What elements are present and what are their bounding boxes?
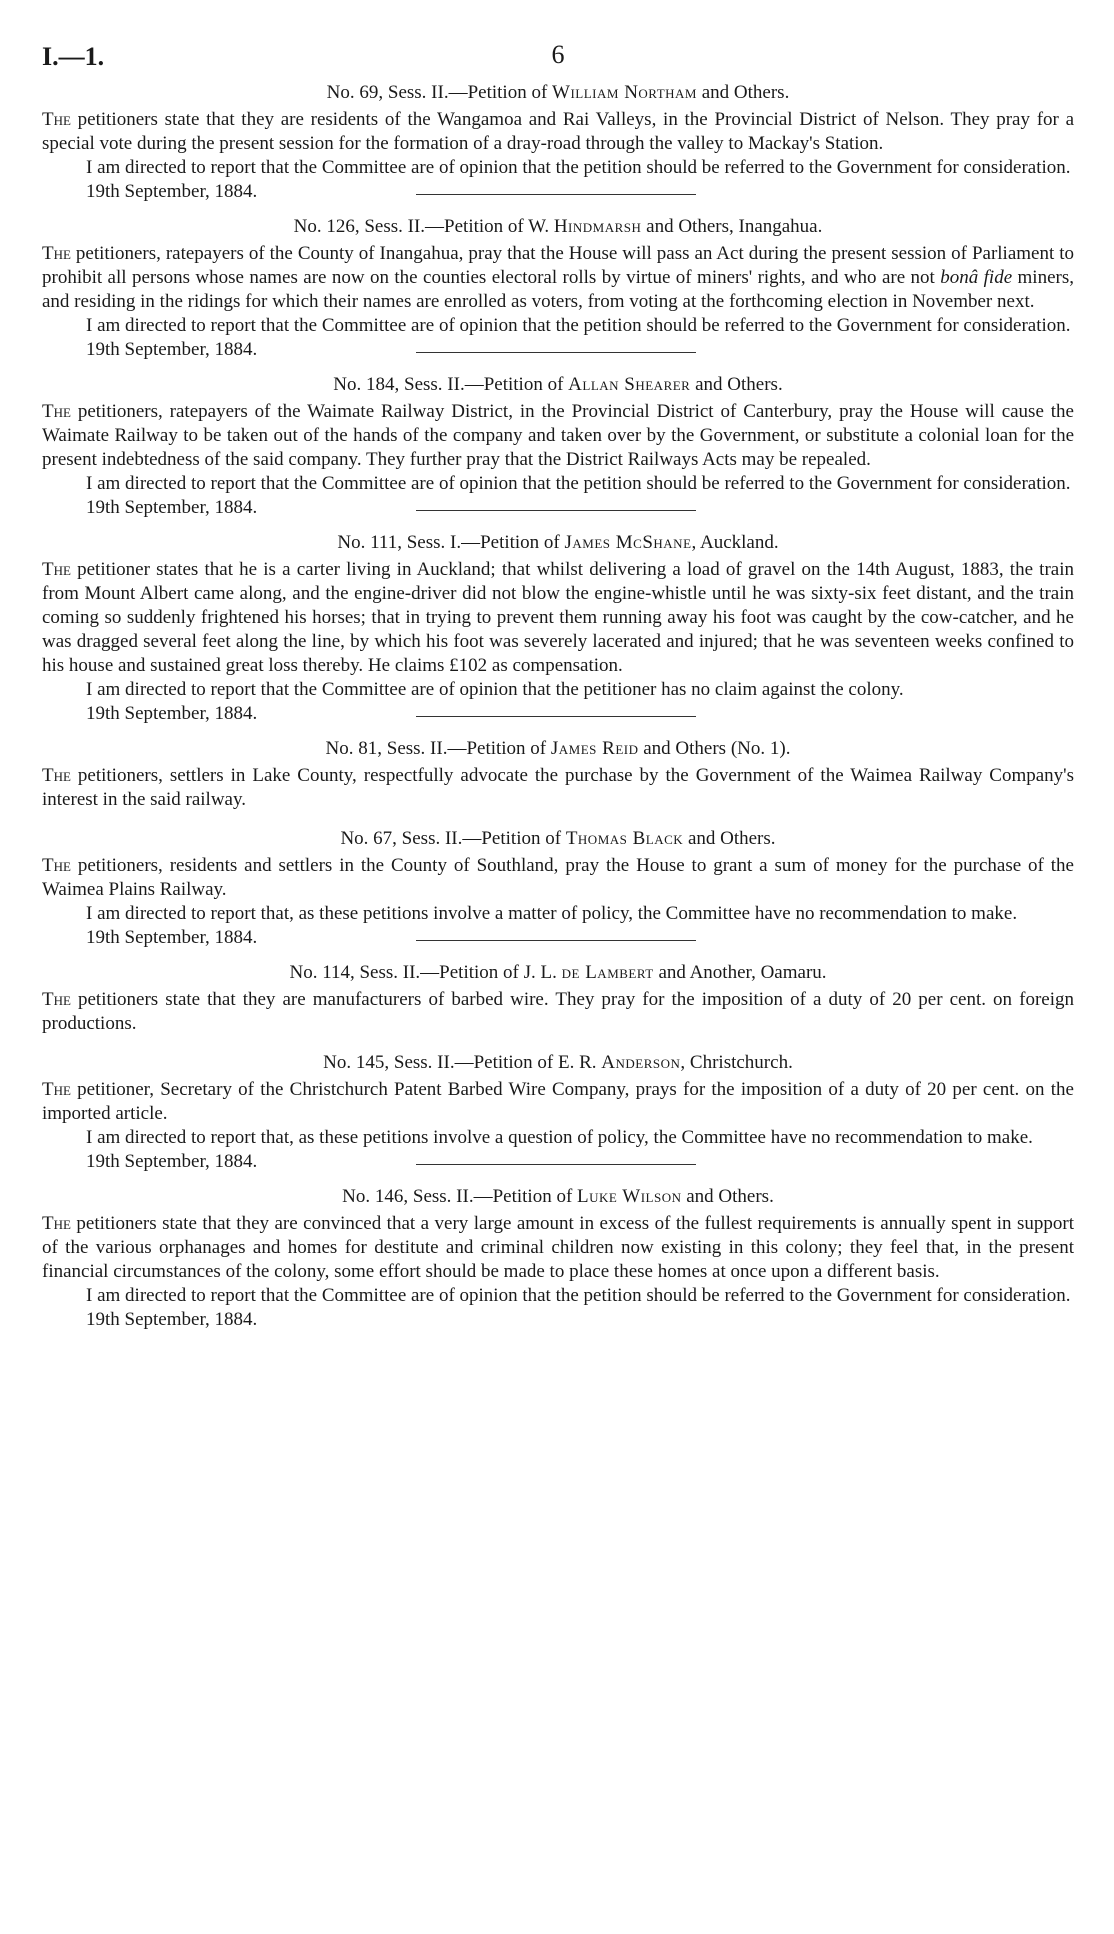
report-date: 19th September, 1884. (86, 338, 1074, 362)
report-date: 19th September, 1884. (86, 1150, 1074, 1174)
petition-title: No. 81, Sess. II.—Petition of James Reid and Others (No. 1). (325, 738, 791, 759)
committee-report: I am directed to report that the Committee are of opinion that the petition should be referred to the Government for consideration. (86, 157, 1071, 178)
petition-body: The petitioner states that he is a carter living in Auckland; that whilst delivering a load of gravel on the 14th August, 1883, the train from Mount Albert came along, and the engine-driver did not blow the engine-whistle until he was sixty-six feet distant, and the train coming so suddenly frightened his horses; that in trying to prevent them running away his foot was caught by the cow-catcher, and he was dragged several feet along the line, by which his foot was severely lacerated and injured; that he was seventeen weeks confined to his house and sustained great loss thereby. He claims £102 as compensation. (42, 559, 1074, 676)
document-page (42, 36, 1074, 1344)
page-number: 6 (551, 40, 565, 69)
petition-67 (42, 828, 1074, 950)
petition-body: The petitioners, ratepayers of the Waimate Railway District, in the Provincial District of Canterbury, pray the House will cause the Waimate Railway to be taken out of the hands of the company and taken over by the Government, or substitute a colonial loan for the present indebtedness of the said company. They further pray that the District Railways Acts may be repealed. (42, 401, 1074, 470)
petition-111 (42, 532, 1074, 726)
section-divider (416, 510, 696, 511)
petition-69 (42, 82, 1074, 204)
petition-body: The petitioners state that they are manufacturers of barbed wire. They pray for the imposition of a duty of 20 per cent. on foreign productions. (42, 989, 1074, 1034)
petition-146 (42, 1186, 1074, 1332)
report-date: 19th September, 1884. (86, 180, 1074, 204)
petition-title: No. 69, Sess. II.—Petition of William Northam and Others. (326, 82, 790, 103)
petition-title: No. 145, Sess. II.—Petition of E. R. Anderson, Christchurch. (323, 1052, 793, 1073)
section-divider (416, 1164, 696, 1165)
petition-title: No. 111, Sess. I.—Petition of James McShane, Auckland. (337, 532, 779, 553)
petition-126 (42, 216, 1074, 362)
petition-body: The petitioners, settlers in Lake County, respectfully advocate the purchase by the Government of the Waimea Railway Company's interest in the said railway. (42, 765, 1074, 810)
committee-report: I am directed to report that the Committee are of opinion that the petition should be referred to the Government for consideration. (86, 473, 1071, 494)
committee-report: I am directed to report that the Committee are of opinion that the petitioner has no claim against the colony. (86, 679, 904, 700)
document-code: I.—1. (42, 42, 105, 71)
committee-report: I am directed to report that the Committee are of opinion that the petition should be referred to the Government for consideration. (86, 315, 1071, 336)
committee-report: I am directed to report that, as these petitions involve a question of policy, the Committee have no recommendation to make. (86, 1127, 1033, 1148)
petition-title: No. 114, Sess. II.—Petition of J. L. de Lambert and Another, Oamaru. (289, 962, 827, 983)
committee-report: I am directed to report that the Committee are of opinion that the petition should be referred to the Government for consideration. (86, 1285, 1071, 1306)
petition-184 (42, 374, 1074, 520)
page-header (42, 36, 1074, 76)
section-divider (416, 194, 696, 195)
petition-body: The petitioners, ratepayers of the County of Inangahua, pray that the House will pass an Act during the present session of Parliament to prohibit all persons whose names are now on the counties electoral rolls by virtue of miners' rights, and who are not bonâ fide miners, and residing in the ridings for which their names are enrolled as voters, from voting at the forthcoming election in November next. (42, 243, 1074, 312)
petition-title: No. 126, Sess. II.—Petition of W. Hindmarsh and Others, Inangahua. (293, 216, 823, 237)
committee-report: I am directed to report that, as these petitions involve a matter of policy, the Committee have no recommendation to make. (86, 903, 1018, 924)
petition-body: The petitioners state that they are convinced that a very large amount in excess of the fullest requirements is annually spent in support of the various orphanages and homes for destitute and criminal children now existing in this colony; they feel that, in the present financial circumstances of the colony, some effort should be made to place these homes at once upon a different basis. (42, 1213, 1074, 1282)
report-date: 19th September, 1884. (86, 496, 1074, 520)
report-date: 19th September, 1884. (86, 926, 1074, 950)
section-divider (416, 352, 696, 353)
petition-title: No. 146, Sess. II.—Petition of Luke Wilson and Others. (342, 1186, 774, 1207)
report-date: 19th September, 1884. (86, 1309, 258, 1330)
petition-145 (42, 1052, 1074, 1174)
petition-body: The petitioners state that they are residents of the Wangamoa and Rai Valleys, in the Provincial District of Nelson. They pray for a special vote during the present session for the formation of a dray-road through the valley to Mackay's Station. (42, 109, 1074, 154)
section-divider (416, 940, 696, 941)
petition-body: The petitioner, Secretary of the Christchurch Patent Barbed Wire Company, prays for the imposition of a duty of 20 per cent. on the imported article. (42, 1079, 1074, 1124)
section-divider (416, 716, 696, 717)
petition-81 (42, 738, 1074, 822)
petition-114 (42, 962, 1074, 1046)
petition-body: The petitioners, residents and settlers in the County of Southland, pray the House to grant a sum of money for the purchase of the Waimea Plains Railway. (42, 855, 1074, 900)
petition-title: No. 67, Sess. II.—Petition of Thomas Black and Others. (340, 828, 776, 849)
petition-title: No. 184, Sess. II.—Petition of Allan Shearer and Others. (333, 374, 783, 395)
report-date: 19th September, 1884. (86, 702, 1074, 726)
